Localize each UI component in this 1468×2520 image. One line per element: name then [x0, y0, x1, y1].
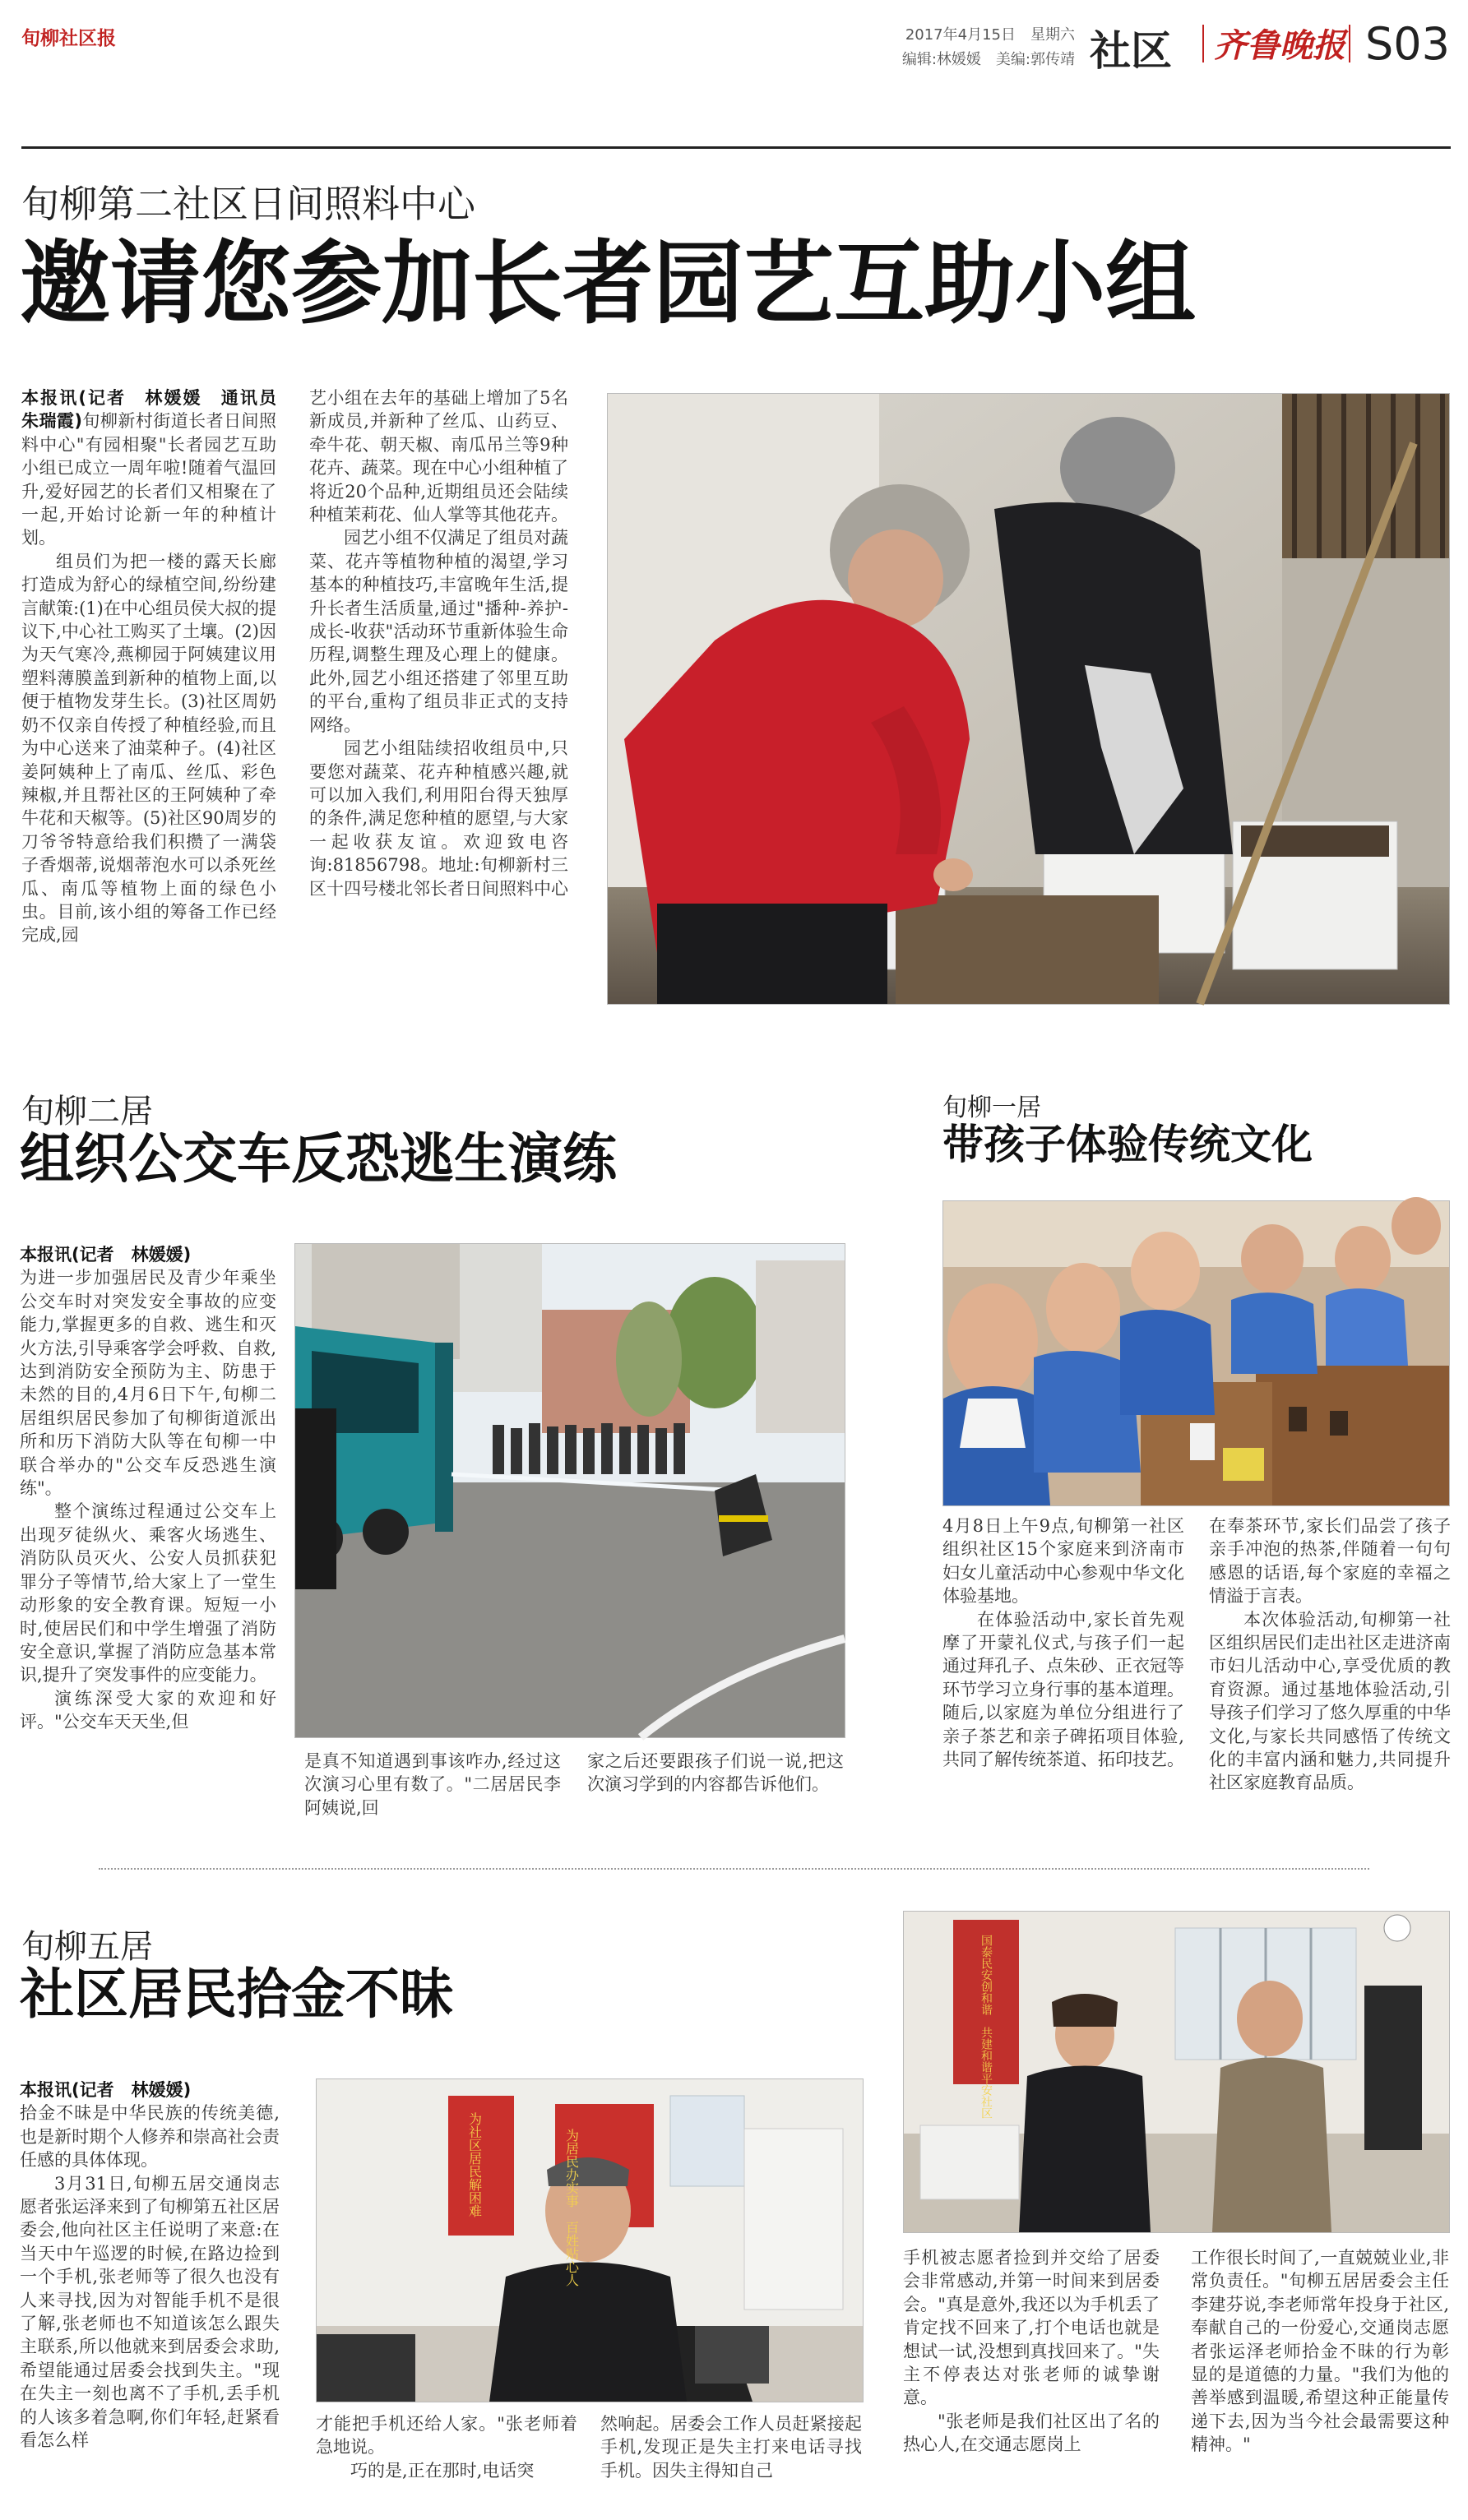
- story1-byline: 本报讯(记者 林媛媛 通讯员 朱瑞霞): [21, 388, 294, 432]
- story1-photo-gardening: [607, 393, 1450, 1005]
- banner-text: 国泰民安创和谐 共建和谐平安社区: [979, 1935, 993, 2119]
- paragraph: 3月31日,旬柳五居交通岗志愿者张运泽来到了旬柳第五社区居委会,他向社区主任说明了来意:在当天中午巡逻的时候,在路边捡到一个手机,张老师等了很久也没有人来寻找,因为对智能手机不是很了解,张老师也不知道该怎么跟失主联系,所以他就来到居委会求助,希望能通过居委会找到失主。"现在失主一刻也离不了手机,丢手机的人该多着急啊,你们年轻,赶紧看看怎么样: [20, 2173, 280, 2451]
- story4-col5-text: 工作很长时间了,一直兢兢业业,非常负责任。"旬柳五居居委会主任李建芬说,李老师常年投身于社区,奉献自己的一份爱心,交通岗志愿者张运泽老师拾金不昧的行为彰显的是道德的力量。"我们为他的善举感到温暖,希望这种正能量传递下去,因为当今社会最需要这种精神。": [1191, 2248, 1449, 2455]
- story3-column-2: [1209, 1514, 1451, 1843]
- paragraph: 园艺小组不仅满足了组员对蔬菜、花卉等植物种植的渴望,学习基本的种植技巧,丰富晚年生活,提升长者生活质量,通过"播种-养护-成长-收获"活动环节重新体验生命历程,调整生理及心理上的健康。此外,园艺小组还搭建了邻里互助的平台,重构了组员非正式的支持网络。: [309, 528, 568, 735]
- top-rule: [21, 146, 1451, 149]
- paragraph: 巧的是,正在那时,电话突: [350, 2460, 535, 2481]
- story4-kicker: 旬柳五居: [21, 1928, 153, 1966]
- story3-col1-text: 4月8日上午9点,旬柳第一社区组织社区15个家庭来到济南市妇女儿童活动中心参观中华文化体验基地。: [942, 1516, 1184, 1607]
- paragraph: 园艺小组陆续招收组员中,只要您对蔬菜、花卉种植感兴趣,就可以加入我们,利用阳台得天独厚的条件,满足您种植的愿望,与大家一起收获友谊。欢迎致电咨询:81856798。地址:旬柳新村三区十四号楼北邻长者日间照料中心: [309, 738, 568, 899]
- story2-photo-bus-drill: [294, 1243, 845, 1738]
- paragraph: 整个演练过程通过公交车上出现歹徒纵火、乘客火场逃生、消防队员灭火、公安人员抓获犯罪分子等情节,给大家上了一堂生动形象的安全教育课。短短一小时,使居民们和中学生增强了消防安全意识,掌握了消防应急基本常识,提升了突发事件的应变能力。: [20, 1501, 276, 1685]
- story3-col2-text: 在奉茶环节,家长们品尝了孩子亲手冲泡的热茶,伴随着一句句感恩的话语,每个家庭的幸福之情溢于言表。: [1209, 1516, 1451, 1607]
- story2-byline: 本报讯(记者 林媛媛): [20, 1245, 192, 1265]
- story1-column-1: [21, 386, 294, 1003]
- story1-col2-text: 艺小组在去年的基础上增加了5名新成员,并新种了丝瓜、山药豆、牵牛花、朝天椒、南瓜吊兰等9种花卉、蔬菜。现在中心小组种植了将近20个品种,近期组员还会陆续种植茉莉花、仙人掌等其他花卉。: [309, 388, 568, 525]
- date-text: 2017年4月15日 星期六: [905, 26, 1075, 44]
- story2-headline: 组织公交车反恐逃生演练: [20, 1127, 617, 1191]
- story3-kicker: 旬柳一居: [942, 1094, 1041, 1122]
- story4-photo-a-volunteer: [316, 2078, 864, 2402]
- story4-column-5: [1191, 2246, 1449, 2509]
- story1-kicker: 旬柳第二社区日间照料中心: [21, 182, 475, 226]
- section-name: 社区: [1090, 27, 1172, 75]
- editors-text: 编辑:林媛媛 美编:郭传靖: [901, 51, 1075, 68]
- story4-column-4: [903, 2246, 1160, 2509]
- header-divider: [1202, 25, 1204, 62]
- paragraph: 演练深受大家的欢迎和好评。"公交车天天坐,但: [20, 1688, 276, 1732]
- story4-headline: 社区居民拾金不昧: [20, 1963, 454, 2026]
- paragraph: 在体验活动中,家长首先观摩了开蒙礼仪式,与孩子们一起通过拜孔子、点朱砂、正衣冠等环节学习立身行事的基本道理。随后,以家庭为单位分组进行了亲子茶艺和亲子碑拓项目体验,共同了解传统茶道、拓印技艺。: [942, 1609, 1184, 1770]
- header-divider: [1349, 25, 1350, 62]
- story4-column-2: [316, 2412, 577, 2511]
- story2-column-1: [20, 1243, 276, 1835]
- story2-column-3: [587, 1750, 844, 1840]
- story4-col4-text: 手机被志愿者捡到并交给了居委会非常感动,并第一时间来到居委会。"真是意外,我还以为手机丢了肯定找不回来了,打个电话也就是想试一试,没想到真找回来了。"失主不停表达对张老师的诚挚谢意。: [903, 2248, 1160, 2408]
- story4-col3-text: 然响起。居委会工作人员赶紧接起手机,发现正是失主打来电话寻找手机。因失主得知自己: [600, 2414, 862, 2481]
- story4-column-3: [600, 2412, 862, 2511]
- story2-kicker: 旬柳二居: [21, 1093, 153, 1131]
- story3-column-1: [942, 1514, 1184, 1843]
- story3-headline: 带孩子体验传统文化: [942, 1121, 1313, 1168]
- page-number: S03: [1365, 18, 1450, 70]
- paragraph: "张老师是我们社区出了名的热心人,在交通志愿岗上: [903, 2411, 1160, 2455]
- story2-col1-text: 为进一步加强居民及青少年乘坐公交车时对突发安全事故的应变能力,掌握更多的自救、逃生和灭火方法,引导乘客学会呼救、自救,达到消防安全预防为主、防患于未然的目的,4月6日下午,旬柳二居组织居民参加了旬柳街道派出所和历下消防大队等在旬柳一中联合举办的"公交车反恐逃生演练"。: [20, 1268, 276, 1499]
- story2-col2-text: 是真不知道遇到事该咋办,经过这次演习心里有数了。"二居居民李阿姨说,回: [304, 1751, 561, 1818]
- story2-col3-text: 家之后还要跟孩子们说一说,把这次演习学到的内容都告诉他们。: [587, 1751, 844, 1795]
- story1-column-2: [309, 386, 568, 1003]
- story4-photo-b-office: [903, 1911, 1450, 2233]
- section-tag: 旬柳社区报: [21, 28, 116, 49]
- banner-text: 为社区居民解困难: [466, 2112, 483, 2217]
- issue-date: [892, 23, 1075, 72]
- story4-column-1: [20, 2078, 280, 2506]
- story2-column-2: [304, 1750, 561, 1840]
- section-divider: [99, 1868, 1369, 1870]
- banner-text: 为居民办实事 百姓贴心人: [563, 2129, 580, 2286]
- paragraph: 本次体验活动,旬柳第一社区组织居民们走出社区走进济南市妇儿活动中心,享受优质的教育资源。通过基地体验活动,引导孩子们学习了悠久厚重的中华文化,与家长共同感悟了传统文化的丰富内涵和魅力,共同提升社区家庭教育品质。: [1209, 1609, 1451, 1793]
- story1-col1-text: 旬柳新村街道长者日间照料中心"有园相聚"长者园艺互助小组已成立一周年啦!随着气温回升,爱好园艺的长者们又相聚在了一起,开始讨论新一年的种植计划。: [21, 411, 276, 548]
- paper-logo: 齐鲁晚报: [1214, 26, 1345, 65]
- story4-col1-text: 拾金不昧是中华民族的传统美德,也是新时期个人修养和崇高社会责任感的具体体现。: [20, 2103, 280, 2171]
- paragraph: 组员们为把一楼的露天长廊打造成为舒心的绿植空间,纷纷建言献策:(1)在中心组员侯大叔的提议下,中心社工购买了土壤。(2)因为天气寒冷,燕柳园于阿姨建议用塑料薄膜盖到新种的植物上面,以便于植物发芽生长。(3)社区周奶奶不仅亲自传授了种植经验,而且为中心送来了油菜种子。(4)社区姜阿姨种上了南瓜、丝瓜、彩色辣椒,并且帮社区的王阿姨种了牵牛花和天椒等。(5)社区90周岁的刀爷爷特意给我们积攒了一满袋子香烟蒂,说烟蒂泡水可以杀死丝瓜、南瓜等植物上面的绿色小虫。目前,该小组的筹备工作已经完成,园: [21, 551, 276, 946]
- story4-col2-text: 才能把手机还给人家。"张老师着急地说。: [316, 2414, 577, 2458]
- story4-byline: 本报讯(记者 林媛媛): [20, 2080, 192, 2100]
- story3-photo-children: [942, 1200, 1450, 1506]
- story1-headline: 邀请您参加长者园艺互助小组: [20, 231, 1196, 336]
